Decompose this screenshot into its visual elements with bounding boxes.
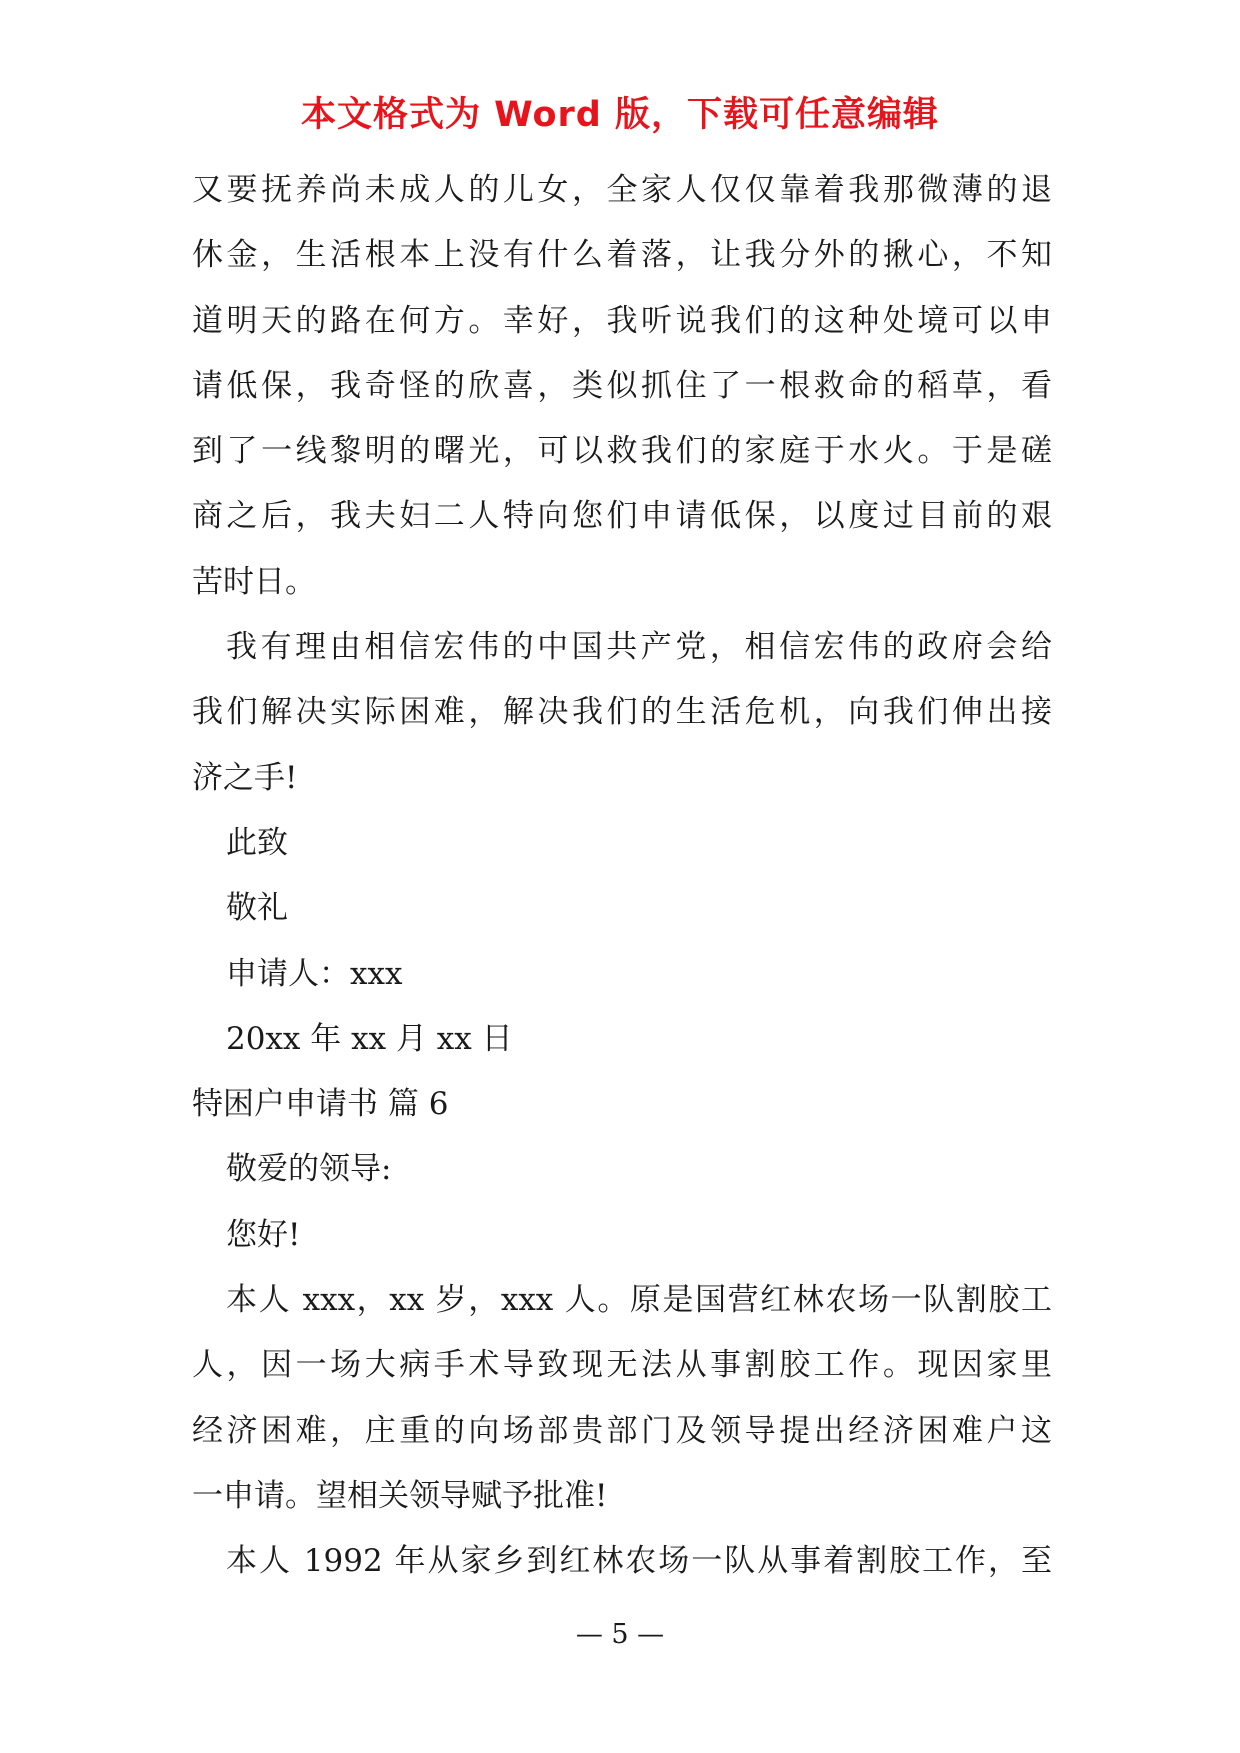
body-line: 经济困难，庄重的向场部贵部门及领导提出经济困难户这 [192,1412,1052,1449]
closing-regards: 敬礼 [226,890,288,927]
body-line: 商之后，我夫妇二人特向您们申请低保，以度过目前的艰 [192,498,1052,535]
greeting-hello: 您好! [226,1216,301,1253]
body-line: 济之手! [192,759,298,796]
body-line: 人，因一场大病手术导致现无法从事割胶工作。现因家里 [192,1347,1052,1384]
body-line: 我有理由相信宏伟的中国共产党，相信宏伟的政府会给 [226,629,1052,666]
greeting: 敬爱的领导: [226,1151,392,1188]
document-banner: 本文格式为 Word 版，下载可任意编辑 [300,95,940,135]
applicant-signature: 申请人：xxx [226,955,403,992]
body-line: 一申请。望相关领导赋予批准! [192,1477,608,1514]
body-line: 我们解决实际困难，解决我们的生活危机，向我们伸出接 [192,694,1052,731]
page-number: — 5 — [575,1619,665,1650]
body-line: 苦时日。 [192,563,316,600]
closing-salutation: 此致 [226,824,288,861]
body-line: 本人 1992 年从家乡到红林农场一队从事着割胶工作，至 [226,1543,1052,1580]
section-heading: 特困户申请书 篇 6 [192,1086,449,1123]
body-line: 本人 xxx，xx 岁，xxx 人。原是国营红林农场一队割胶工 [226,1282,1052,1319]
body-line: 道明天的路在何方。幸好，我听说我们的这种处境可以申 [192,302,1052,339]
body-line: 请低保，我奇怪的欣喜，类似抓住了一根救命的稻草，看 [192,367,1052,404]
body-line: 又要抚养尚未成人的儿女，全家人仅仅靠着我那微薄的退 [192,172,1052,208]
body-line: 休金，生活根本上没有什么着落，让我分外的揪心，不知 [192,237,1052,274]
document-body [192,158,1052,1595]
body-line: 到了一线黎明的曙光，可以救我们的家庭于水火。于是磋 [192,433,1052,470]
date-line: 20xx 年 xx 月 xx 日 [226,1020,513,1057]
